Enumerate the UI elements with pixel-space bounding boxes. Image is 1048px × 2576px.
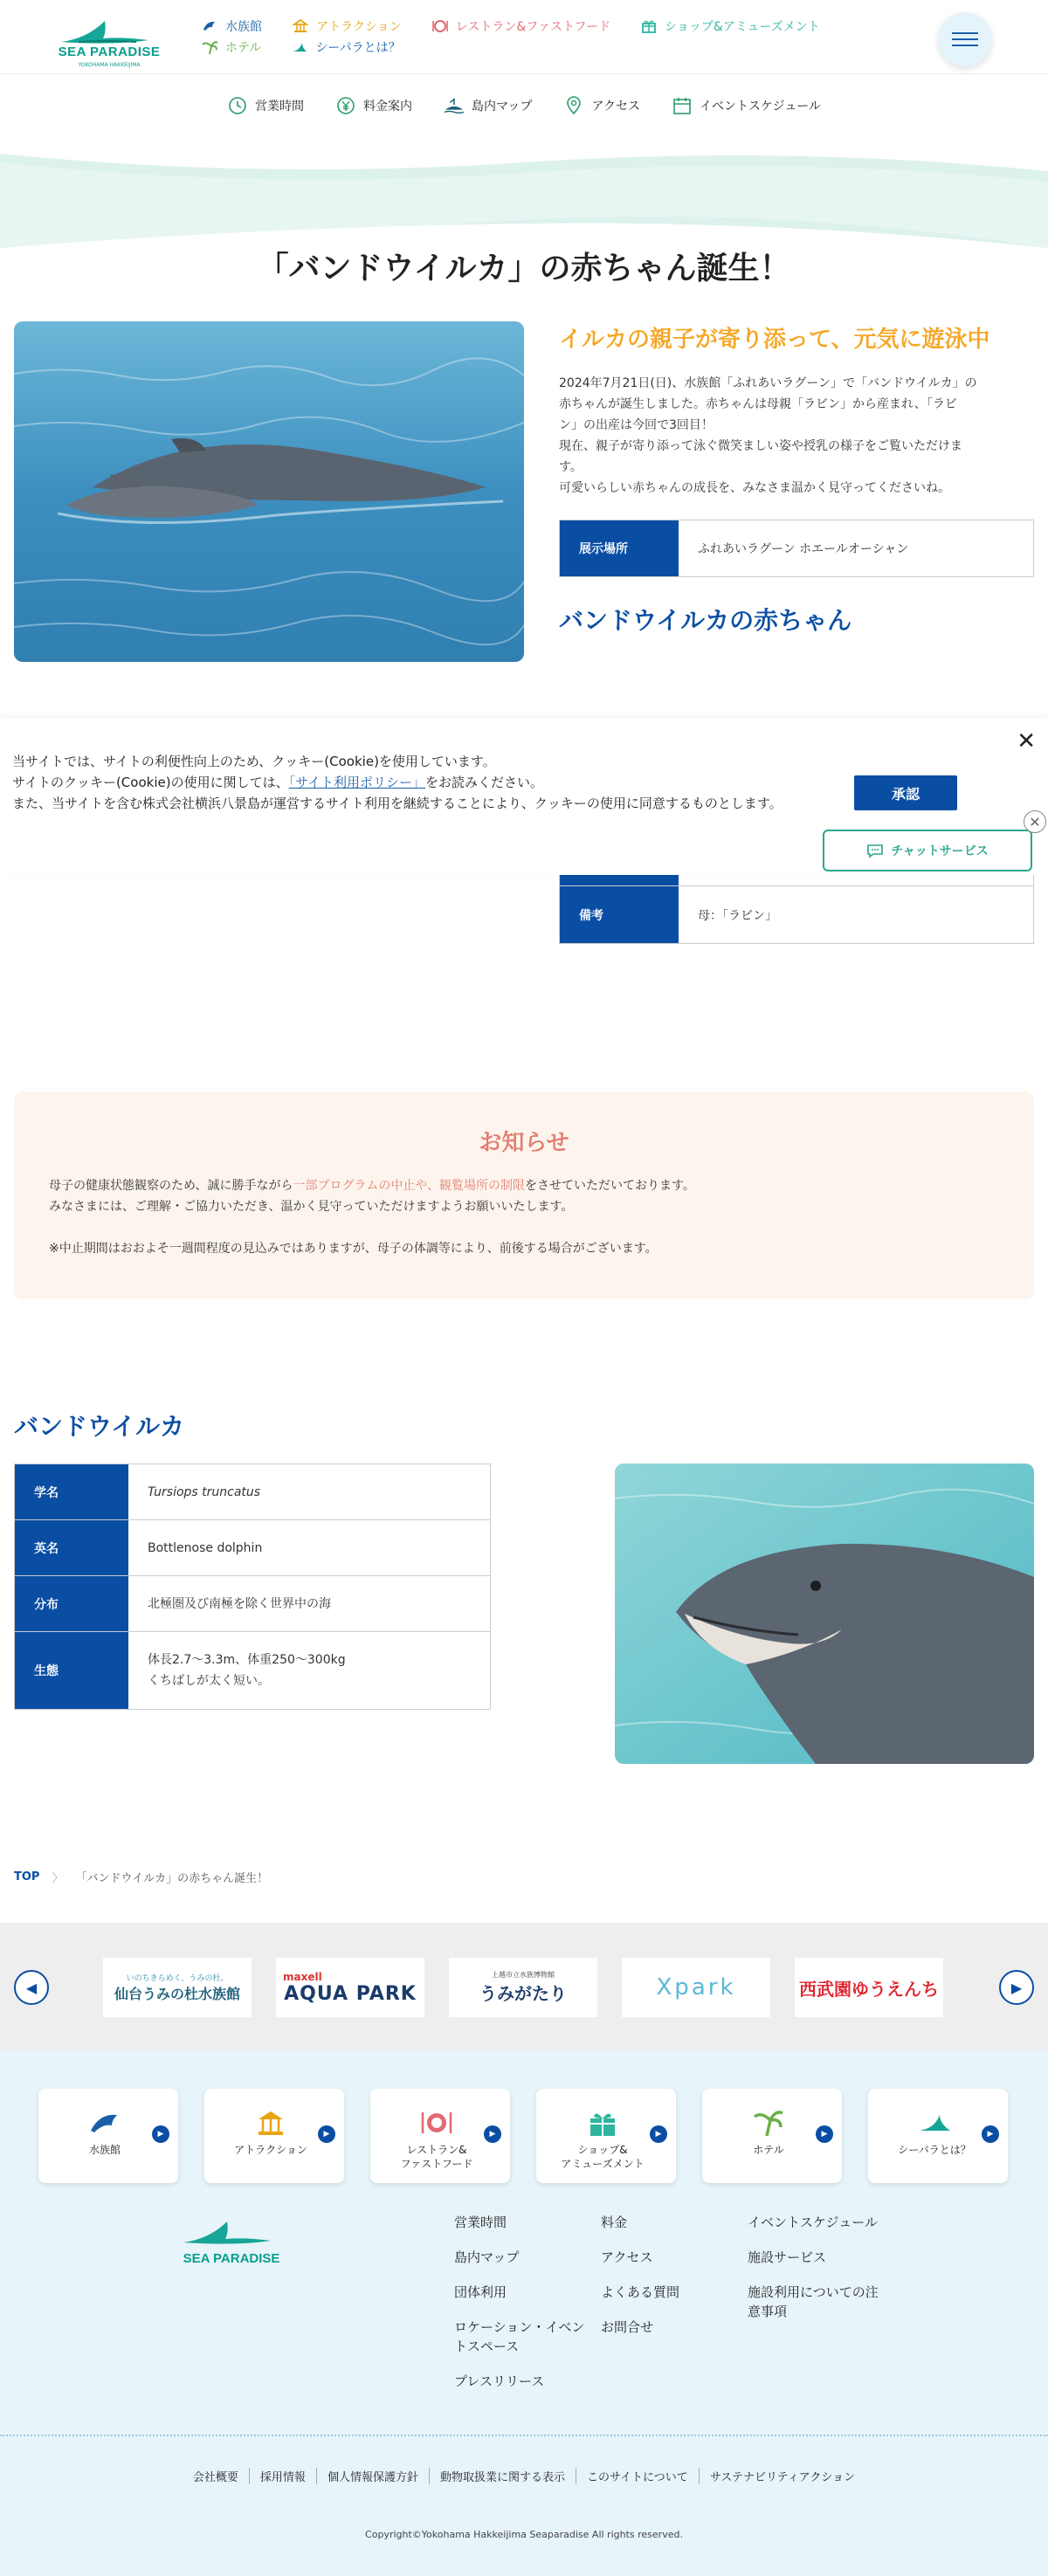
article-heading: イルカの親子が寄り添って、元気に遊泳中	[559, 327, 990, 353]
notice-line: みなさまには、ご理解・ご協力いただき、温かく見守っていただけますようお願いいたします。	[49, 1200, 574, 1214]
fin-icon	[291, 39, 308, 55]
cookie-line	[12, 772, 783, 793]
breadcrumb-current: 「バンドウイルカ」の赤ちゃん誕生！	[75, 1872, 269, 1885]
menu-line	[952, 45, 978, 46]
dining-icon	[417, 2108, 456, 2138]
arrow-right-icon: ▶	[152, 2125, 169, 2143]
partner-sub: いのちきらめく、うみの杜。	[126, 1974, 229, 1983]
row-value: Tursiops truncatus	[148, 1484, 261, 1499]
clock-icon	[227, 95, 248, 116]
bottom-link[interactable]: このサイトについて	[576, 2468, 699, 2484]
baby-heading: バンドウイルカの赤ちゃん	[559, 606, 852, 635]
description-line: 2024年7月21日(日)、水族館「ふれあいラグーン」で「バンドウイルカ」の	[559, 376, 977, 390]
chat-bubble-icon	[866, 843, 884, 858]
footer-link[interactable]: 施設利用についての注意事項	[748, 2284, 879, 2319]
footer-card-label: アトラクション	[234, 2144, 307, 2156]
partner-aqua-park[interactable]	[276, 1958, 424, 2017]
subnav-fees[interactable]	[335, 95, 412, 116]
carousel-prev-button[interactable]: ◀	[14, 1970, 49, 2005]
footer-link[interactable]: 団体利用	[454, 2284, 507, 2300]
carousel-next-button[interactable]: ▶	[999, 1970, 1034, 2005]
logo-fin-icon	[175, 2213, 288, 2248]
nav-shops[interactable]	[640, 17, 820, 35]
site-header	[0, 0, 1048, 73]
hamburger-menu-button[interactable]	[938, 12, 992, 66]
nav-attractions-label: アトラクション	[316, 20, 402, 34]
gift-icon	[640, 18, 658, 34]
bottom-link[interactable]: サステナビリティアクション	[699, 2468, 865, 2484]
footer-card-label: 水族館	[88, 2144, 121, 2156]
notice-line: ※中止期間はおおよそ一週間程度の見込みではありますが、母子の体調等により、前後する場合がございます。	[49, 1242, 658, 1256]
yen-icon	[335, 95, 356, 116]
palm-icon	[201, 39, 218, 55]
dolphin-icon	[86, 2108, 124, 2138]
notice-box	[14, 1092, 1034, 1299]
row-label: 生態	[15, 1632, 128, 1709]
dining-icon	[431, 18, 449, 34]
partner-name: 仙台うみの杜水族館	[114, 1986, 240, 2002]
notice-text-fragment: をさせていただいております。	[525, 1179, 695, 1193]
arrow-right-icon: ▶	[982, 2125, 999, 2143]
menu-line	[952, 38, 978, 40]
chat-service-button[interactable]	[823, 830, 1032, 871]
row-label: 分布	[15, 1576, 128, 1631]
article-section	[0, 321, 1048, 1037]
nav-aquarium-label: 水族館	[225, 20, 262, 34]
partner-name: Xpark	[656, 1974, 736, 2001]
footer-card-restaurants[interactable]	[370, 2089, 510, 2183]
footer-links-col	[748, 2213, 879, 2337]
profile-heading: バンドウイルカ	[14, 1412, 185, 1441]
arrow-right-icon: ▶	[484, 2125, 501, 2143]
partner-name: 西武園ゆうえんち	[799, 1978, 939, 2000]
page-title: 「バンドウイルカ」の赤ちゃん誕生！	[257, 251, 791, 286]
subnav-hours[interactable]	[227, 95, 304, 116]
dolphin-mother-calf-photo	[14, 321, 524, 662]
site-footer	[0, 2050, 1048, 2576]
subnav-map[interactable]	[444, 95, 532, 116]
cookie-text-fragment: サイトのクッキー(Cookie)の使用に関しては、	[12, 775, 289, 790]
cookie-text-fragment: をお読みください。	[425, 775, 544, 790]
footer-link[interactable]: 営業時間	[454, 2214, 507, 2230]
footer-link[interactable]: 島内マップ	[454, 2249, 520, 2265]
bottom-link[interactable]: 採用情報	[249, 2468, 316, 2484]
calendar-icon	[672, 95, 693, 116]
arrow-right-icon: ▶	[318, 2125, 335, 2143]
footer-card-hotel[interactable]	[702, 2089, 842, 2183]
description-line: 可愛いらしい赤ちゃんの成長を、みなさま温かく見守ってくださいね。	[559, 481, 950, 495]
footer-card-label: ホテル	[753, 2144, 784, 2156]
row-label: 学名	[15, 1464, 128, 1519]
profile-table	[14, 1464, 491, 1710]
chat-label: チャットサービス	[891, 844, 989, 858]
cookie-text	[12, 751, 783, 814]
site-policy-link[interactable]: 「サイト利用ポリシー」	[288, 775, 426, 790]
nav-about[interactable]	[291, 38, 400, 56]
partner-name: うみがたり	[479, 1983, 567, 2004]
footer-logo[interactable]	[175, 2213, 288, 2266]
footer-link[interactable]: 料金	[601, 2214, 628, 2230]
decorative-wave	[0, 136, 1048, 248]
row-value: Bottlenose dolphin	[148, 1540, 263, 1555]
footer-link[interactable]: アクセス	[601, 2249, 653, 2265]
carousel-icon	[292, 18, 309, 34]
island-icon	[444, 95, 465, 116]
footer-link[interactable]: プレスリリース	[454, 2373, 545, 2389]
partner-xpark[interactable]	[622, 1958, 770, 2017]
footer-card-aquarium[interactable]	[38, 2089, 178, 2183]
breadcrumb-separator: 〉	[52, 1872, 64, 1885]
row-value: 北極圏及び南極を除く世界中の海	[148, 1596, 331, 1611]
footer-link[interactable]: ロケーション・イベントスペース	[454, 2319, 585, 2354]
note-label: 備考	[560, 886, 679, 943]
notice-line	[49, 1175, 695, 1196]
footer-link[interactable]: 施設サービス	[748, 2249, 827, 2265]
subnav-fees-label: 料金案内	[362, 99, 412, 114]
cookie-line: 当サイトでは、サイトの利便性向上のため、クッキー(Cookie)を使用しています。	[12, 754, 496, 769]
footer-links-col	[454, 2213, 585, 2407]
venue-label: 展示場所	[560, 520, 679, 576]
bottlenose-dolphin-photo	[615, 1464, 1034, 1764]
subnav-events-label: イベントスケジュール	[700, 99, 822, 114]
sub-navigation	[0, 73, 1048, 136]
table-row	[15, 1632, 490, 1709]
description-line: す。	[559, 460, 583, 474]
nav-restaurants-label: レストラン&ファストフード	[455, 20, 611, 34]
partner-sendai-umino-mori[interactable]	[103, 1958, 252, 2017]
nav-restaurants[interactable]	[431, 17, 610, 35]
row-label: 英名	[15, 1520, 128, 1575]
subnav-events[interactable]	[672, 95, 821, 116]
partner-sub: 上越市立水族博物館	[492, 1971, 555, 1979]
table-row	[15, 1520, 490, 1576]
site-logo[interactable]	[52, 12, 166, 68]
palm-icon	[749, 2108, 788, 2138]
description-line: ン」の出産は今回で3回目！	[559, 418, 714, 432]
partner-carousel	[0, 1923, 1048, 2050]
cookie-close-button[interactable]: ✕	[1017, 728, 1036, 754]
nav-shops-label: ショップ&アミューズメント	[665, 20, 820, 34]
venue-row	[559, 520, 1034, 577]
bottom-link[interactable]: 動物取扱業に関する表示	[429, 2468, 576, 2484]
footer-card-attractions[interactable]	[204, 2089, 344, 2183]
cookie-accept-button[interactable]: 承認	[854, 775, 957, 810]
footer-divider	[0, 2435, 1048, 2436]
note-value: 母：「ラビン」	[698, 908, 777, 923]
description-line: 現在、親子が寄り添って泳ぐ微笑ましい姿や授乳の様子をご覧いただけま	[559, 439, 962, 453]
subnav-access[interactable]	[563, 95, 640, 116]
nav-aquarium[interactable]	[201, 17, 262, 35]
footer-card-about[interactable]	[868, 2089, 1008, 2183]
logo-fin-icon	[52, 12, 166, 47]
logo-text: SEA PARADISE	[58, 45, 161, 59]
carousel-icon	[252, 2108, 290, 2138]
gift-icon	[583, 2108, 622, 2138]
nav-hotel-label: ホテル	[225, 41, 262, 55]
bottom-link[interactable]: 会社概要	[192, 2471, 238, 2484]
cookie-line: また、当サイトを含む株式会社横浜八景島が運営するサイト利用を継続することにより、クッキーの使用に同意するものとします。	[12, 796, 783, 811]
venue-value: ふれあいラグーン ホエールオーシャン	[698, 542, 909, 556]
subnav-access-label: アクセス	[591, 99, 640, 114]
baby-note-row	[559, 886, 1034, 944]
article-description	[559, 373, 1034, 499]
arrow-right-icon: ▶	[816, 2125, 833, 2143]
footer-card-label: ショップ& アミューズメント	[561, 2144, 645, 2170]
fin-icon	[915, 2108, 954, 2138]
footer-link[interactable]: よくある質問	[601, 2284, 680, 2300]
notice-text-fragment: 母子の健康状態観察のため、誠に勝手ながら	[49, 1179, 293, 1193]
nav-hotel[interactable]	[201, 38, 261, 56]
footer-link[interactable]: お問合せ	[601, 2319, 654, 2335]
notice-title: お知らせ	[479, 1130, 569, 1156]
footer-card-label: シーパラとは？	[898, 2144, 971, 2156]
chat-close-button[interactable]: ✕	[1024, 810, 1046, 833]
footer-card-label: レストラン& ファストフード	[400, 2144, 473, 2170]
subnav-hours-label: 営業時間	[254, 99, 304, 114]
table-row	[15, 1576, 490, 1632]
nav-attractions[interactable]	[292, 17, 402, 35]
footer-card-shops[interactable]	[536, 2089, 676, 2183]
dolphin-icon	[201, 18, 218, 34]
arrow-right-icon: ▶	[650, 2125, 667, 2143]
footer-link[interactable]: イベントスケジュール	[748, 2214, 878, 2230]
footer-logo-text: SEA PARADISE	[183, 2251, 280, 2266]
footer-bottom-links	[0, 2468, 1048, 2484]
bottom-link[interactable]: 個人情報保護方針	[316, 2468, 429, 2484]
description-line: 赤ちゃんが誕生しました。赤ちゃんは母親「ラビン」から産まれ、「ラビ	[559, 397, 957, 411]
table-row	[15, 1464, 490, 1520]
logo-subtext: YOKOHAMA HAKKEIJIMA	[78, 62, 141, 68]
nav-about-label: シーパラとは？	[315, 41, 401, 55]
top-navigation	[201, 17, 934, 56]
partner-seibuen[interactable]	[795, 1958, 943, 2017]
copyright: Copyright©Yokohama Hakkeijima Seaparadise All rights reserved.	[365, 2529, 683, 2540]
partner-sub: maxell	[283, 1970, 322, 1983]
notice-highlight: 一部プログラムの中止や、観覧場所の制限	[293, 1179, 526, 1193]
partner-name: AQUA PARK	[284, 1982, 417, 2005]
row-value: 体長2.7〜3.3m、体重250〜300kg くちばしが太く短い。	[148, 1653, 346, 1688]
subnav-map-label: 島内マップ	[471, 99, 533, 114]
breadcrumb	[14, 1869, 268, 1885]
breadcrumb-top-link[interactable]: TOP	[14, 1870, 40, 1884]
menu-line	[952, 32, 978, 34]
pin-icon	[563, 95, 584, 116]
footer-links-col	[601, 2213, 732, 2352]
partner-umigatari[interactable]	[449, 1958, 597, 2017]
